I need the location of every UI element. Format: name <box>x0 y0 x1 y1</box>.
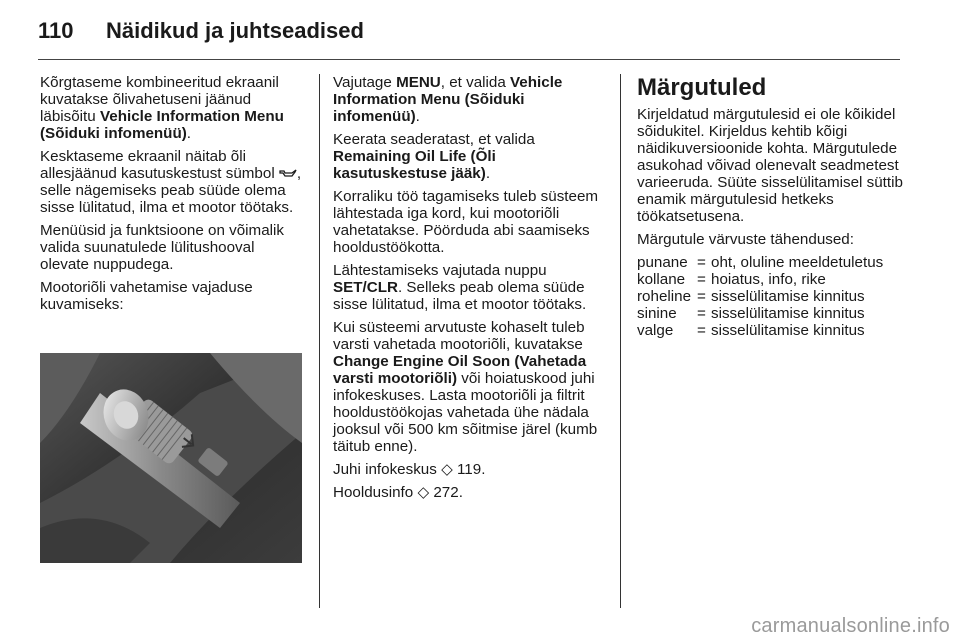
left-paragraph-1: Kõrgtaseme kombineeritud ekraanil kuvatakse õlivahetuseni jäänud läbisõitu Vehicle Information Menu (Sõiduki infomenüü). <box>40 74 284 142</box>
watermark: carmanualsonline.info <box>751 615 950 637</box>
page-number: 110 <box>38 18 74 43</box>
page-ref-link[interactable]: 272 <box>433 484 459 501</box>
column-separator-1 <box>319 74 320 608</box>
left-column <box>40 74 302 319</box>
button-name-menu: MENU <box>396 74 441 91</box>
reference-driver-info-center: Juhi infokeskus ◇ 119. <box>333 461 486 478</box>
middle-paragraph-2: Keerata seaderatast, et valida Remaining Oil Life (Õli kasutuskestuse jääk). <box>333 131 535 182</box>
stalk-illustration <box>40 353 302 563</box>
right-column <box>637 74 905 339</box>
left-paragraph-3: Menüüsid ja funktsioone on võimalik valida suunatulede lülitushooval olevate nuppudega. <box>40 222 284 273</box>
middle-column <box>333 74 605 507</box>
left-paragraph-2: Kesktaseme ekraanil näitab õli allesjäänud kasutuskestust sümbol , selle nägemiseks peab süüde olema sisse lülitatud, ilma et mootor töötaks. <box>40 148 302 216</box>
right-paragraph-1: Kirjeldatud märgutulesid ei ole kõikidel sõidukitel. Kirjeldus kehtib kõigi näidikuversioonide kohta. Märgutulede asukohad võivad olenevalt seadmetest varieeruda. Süüte sisselülitamisel süttib enamik märgutulesid hetkeks töökatsetusena. <box>637 106 903 225</box>
middle-paragraph-5: Kui süsteemi arvutuste kohaselt tuleb varsti vahetada mootoriõli, kuvatakse Change Engine Oil Soon (Vahetada varsti mootoriõli) või hoiatuskood juhi infokeskuses. Lasta mootoriõli ja filtrit hooldustöökojas vahetada ühe nädala jooksul või 500 km sõitmise järel (kumb täitub enne). <box>333 319 598 455</box>
section-heading: Märgutuled <box>637 74 767 101</box>
table-row: sinine = sisselülitamise kinnitus <box>637 305 865 322</box>
color-meaning-table <box>637 254 883 339</box>
table-row: roheline = sisselülitamise kinnitus <box>637 288 865 305</box>
chapter-title: Näidikud ja juhtseadised <box>106 18 364 43</box>
middle-paragraph-1: Vajutage MENU, et valida Vehicle Information Menu (Sõiduki infomenüü). <box>333 74 563 125</box>
page-ref-link[interactable]: 119 <box>456 461 482 478</box>
message-change-engine-oil: Change Engine Oil Soon (Vahetada varsti mootoriõli) <box>333 353 587 387</box>
oil-can-icon <box>279 165 297 182</box>
table-row: kollane = hoiatus, info, rike <box>637 271 826 288</box>
page-ref-arrow-icon: ◇ <box>417 484 430 501</box>
menu-name-vehicle-info: Vehicle Information Menu (Sõiduki infomenüü) <box>40 108 284 142</box>
left-paragraph-4: Mootoriõli vahetamise vajaduse kuvamiseks: <box>40 279 253 313</box>
header-rule <box>38 59 900 60</box>
button-name-set-clr: SET/CLR <box>333 279 398 296</box>
turn-signal-stalk-photo <box>40 353 302 563</box>
menu-name-vehicle-info: Vehicle Information Menu (Sõiduki infomenüü) <box>333 74 563 125</box>
page-ref-arrow-icon: ◇ <box>441 461 453 478</box>
middle-paragraph-4: Lähtestamiseks vajutada nuppu SET/CLR. Selleks peab olema süüde sisse lülitatud, ilma et mootor töötaks. <box>333 262 587 313</box>
right-paragraph-2: Märgutule värvuste tähendused: <box>637 231 854 248</box>
middle-paragraph-3: Korraliku töö tagamiseks tuleb süsteem lähtestada iga kord, kui mootoriõli vahetatakse. Pöörduda abi saamiseks hooldustöökotta. <box>333 188 599 256</box>
menu-name-remaining-oil-life: Remaining Oil Life (Õli kasutuskestuse jääk) <box>333 148 496 182</box>
column-separator-2 <box>620 74 621 608</box>
table-row: valge = sisselülitamise kinnitus <box>637 322 865 339</box>
reference-service-info: Hooldusinfo ◇ 272. <box>333 484 463 501</box>
table-row: punane = oht, oluline meeldetuletus <box>637 254 884 271</box>
